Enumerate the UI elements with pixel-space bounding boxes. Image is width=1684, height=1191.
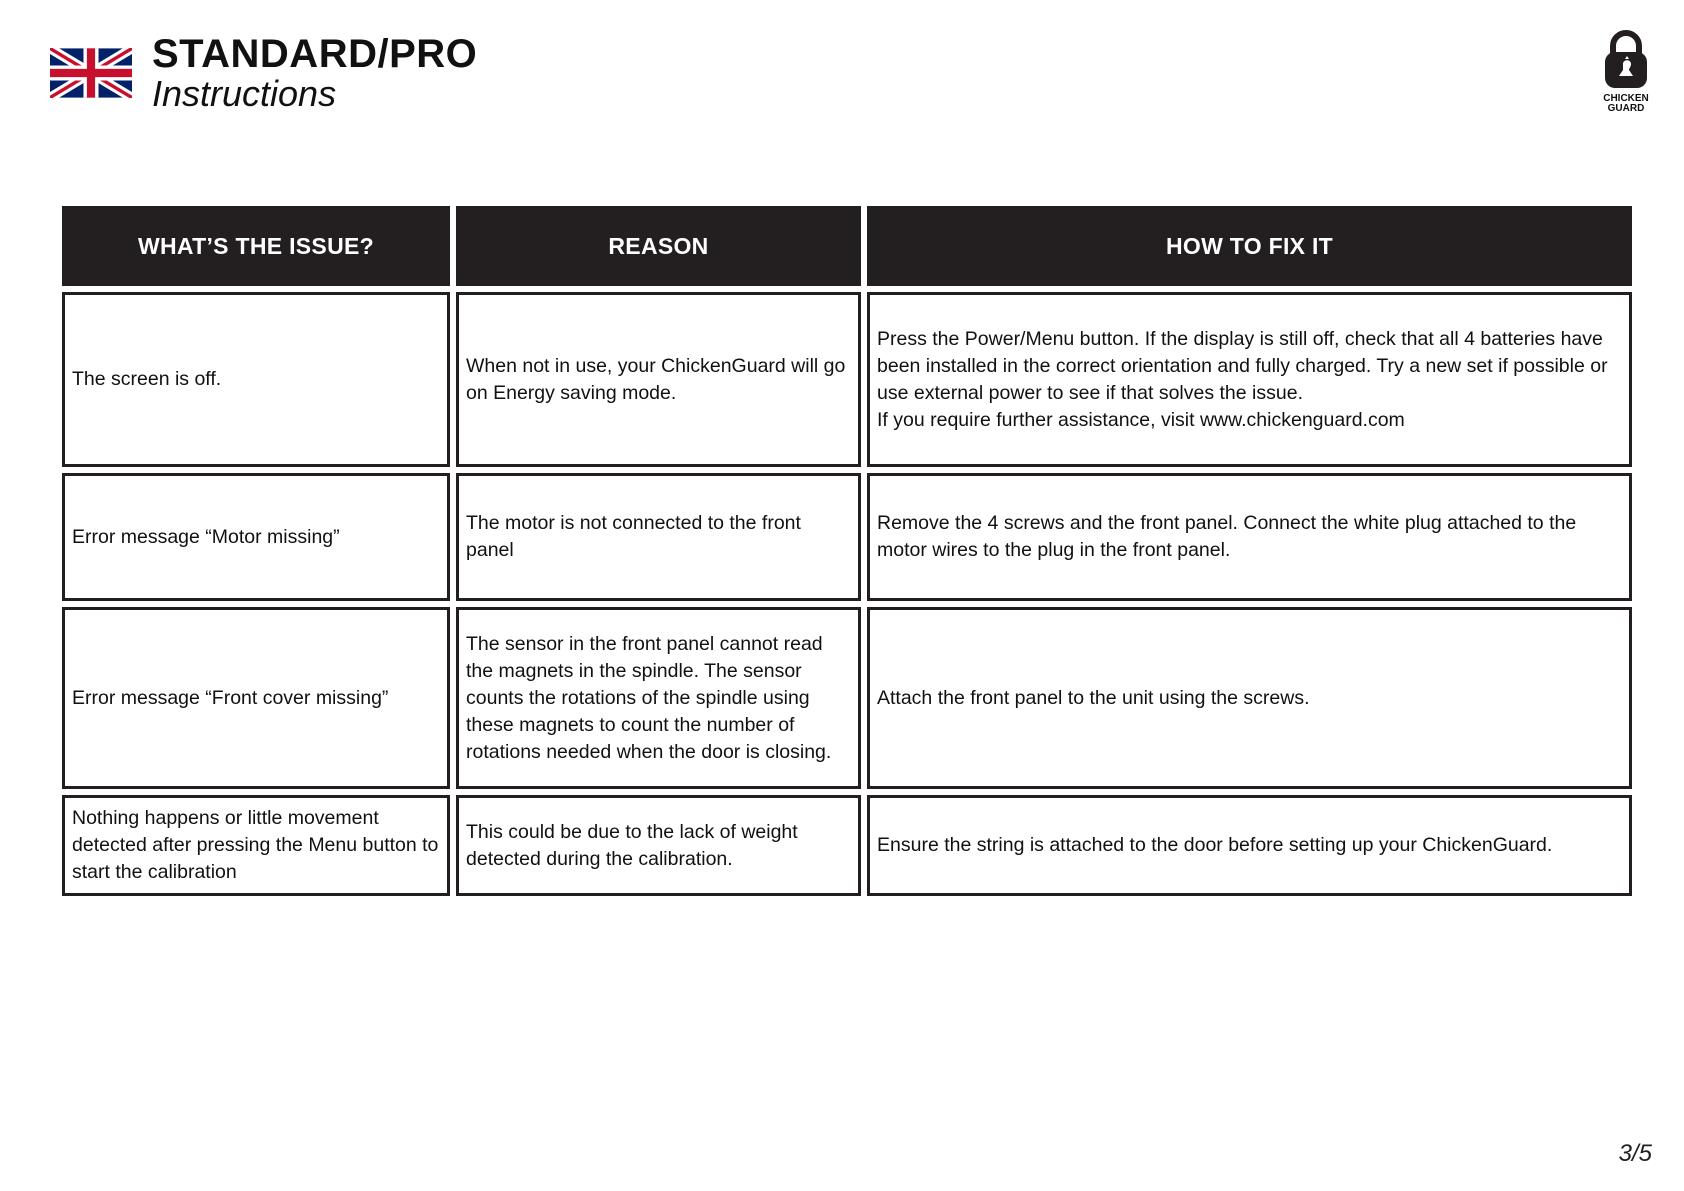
table-header-row bbox=[62, 206, 1632, 286]
issue-text: Error message “Front cover missing” bbox=[72, 686, 389, 709]
chickenguard-padlock-icon bbox=[1601, 28, 1651, 92]
issue-cell bbox=[62, 795, 450, 896]
fix-extra-text: If you require further assistance, visit www.chickenguard.com bbox=[877, 408, 1405, 431]
title-block bbox=[152, 34, 477, 112]
logo-text bbox=[1603, 94, 1649, 114]
uk-flag-icon bbox=[50, 48, 132, 98]
issue-text: Nothing happens or little movement detected after pressing the Menu button to start the calibration bbox=[72, 807, 439, 883]
page-number: 3/5 bbox=[1618, 1140, 1652, 1167]
reason-text: This could be due to the lack of weight detected during the calibration. bbox=[466, 820, 798, 870]
fix-cell bbox=[867, 292, 1632, 467]
fix-cell bbox=[867, 607, 1632, 789]
reason-text: The motor is not connected to the front panel bbox=[466, 512, 801, 561]
reason-text: The sensor in the front panel cannot read the magnets in the spindle. The sensor counts the rotations of the spindle using these magnets to count the number of rotations needed when the door is closing. bbox=[466, 632, 832, 763]
fix-text: Press the Power/Menu button. If the display is still off, check that all 4 batteries have been installed in the correct orientation and fully charged. Try a new set if possible or use external power to see if that solves the issue. bbox=[877, 327, 1608, 404]
header-fix: HOW TO FIX IT bbox=[867, 206, 1632, 286]
document-title: STANDARD/PRO bbox=[152, 32, 478, 76]
table-row bbox=[62, 473, 1632, 601]
reason-cell bbox=[456, 795, 861, 896]
issue-text: Error message “Motor missing” bbox=[72, 525, 340, 548]
reason-cell bbox=[456, 607, 861, 789]
fix-text: Attach the front panel to the unit using the screws. bbox=[877, 686, 1310, 709]
issue-cell bbox=[62, 607, 450, 789]
issue-cell bbox=[62, 473, 450, 601]
reason-text: When not in use, your ChickenGuard will go on Energy saving mode. bbox=[466, 354, 846, 404]
logo-text-line2: GUARD bbox=[1607, 103, 1645, 114]
fix-text: Remove the 4 screws and the front panel. Connect the white plug attached to the motor wires to the plug in the front panel. bbox=[877, 512, 1577, 561]
chickenguard-logo bbox=[1598, 28, 1654, 114]
fix-cell bbox=[867, 795, 1632, 896]
document-subtitle: Instructions bbox=[152, 73, 337, 114]
issue-cell bbox=[62, 292, 450, 467]
fix-text: Ensure the string is attached to the door before setting up your ChickenGuard. bbox=[877, 834, 1553, 856]
header-reason: REASON bbox=[456, 206, 861, 286]
reason-cell bbox=[456, 473, 861, 601]
header-issue: WHAT’S THE ISSUE? bbox=[62, 206, 450, 286]
table-row bbox=[62, 795, 1632, 896]
fix-cell bbox=[867, 473, 1632, 601]
troubleshooting-table bbox=[62, 206, 1632, 902]
document-header bbox=[50, 34, 477, 112]
table-row bbox=[62, 292, 1632, 467]
issue-text: The screen is off. bbox=[72, 368, 222, 390]
reason-cell bbox=[456, 292, 861, 467]
table-row bbox=[62, 607, 1632, 789]
logo-text-line1: CHICKEN bbox=[1603, 93, 1649, 104]
